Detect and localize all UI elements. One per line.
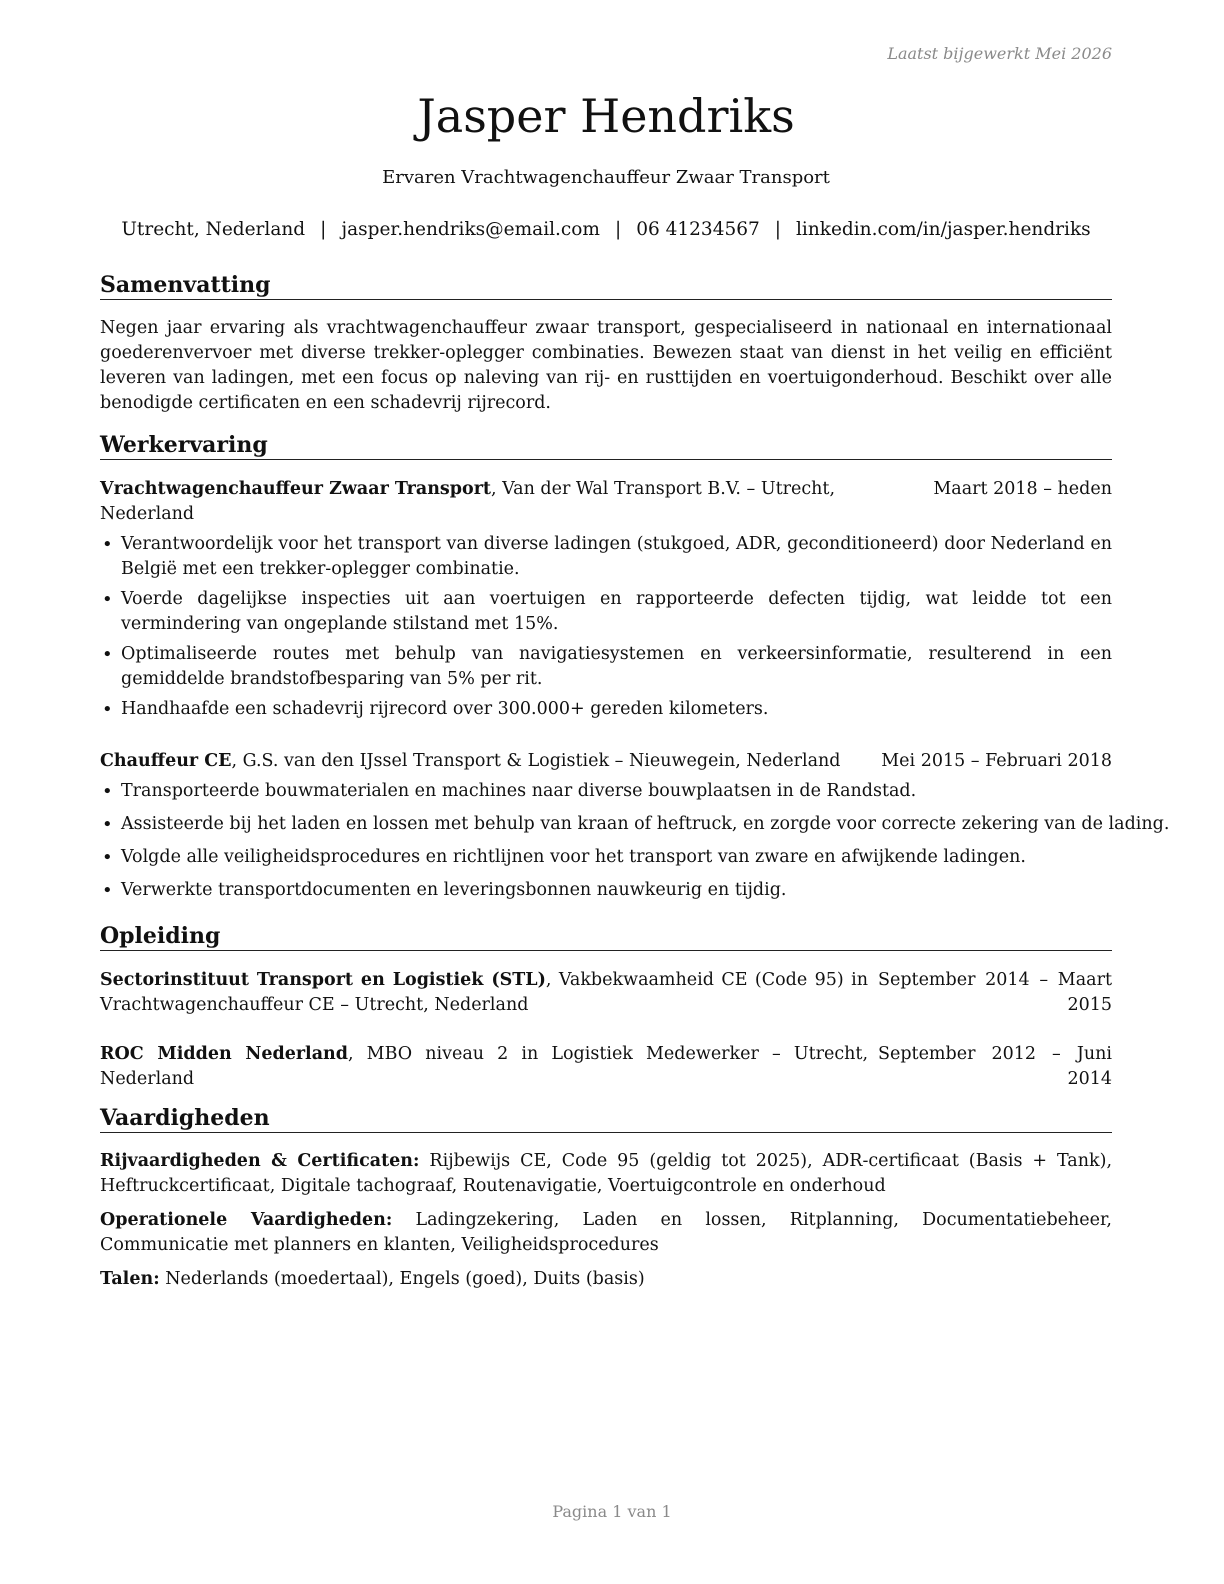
skill-group — [100, 1149, 1112, 1199]
contact-separator: | — [774, 219, 782, 240]
skill-group-label: Rijvaardigheden & Certificaten: — [100, 1151, 420, 1171]
skill-group — [100, 1208, 1112, 1258]
contact-line — [100, 219, 1112, 240]
experience-section — [100, 431, 1170, 903]
skill-group-label: Talen: — [100, 1269, 160, 1289]
job-entry — [100, 749, 1170, 903]
contact-phone: 06 41234567 — [636, 219, 760, 240]
education-entry — [100, 1042, 1112, 1092]
education-section — [100, 922, 1112, 1092]
job-entry — [100, 477, 1112, 722]
skill-group — [100, 1267, 1112, 1292]
education-details: , MBO niveau 2 in Logistiek Medewerker – Utrecht, Nederland — [100, 1044, 869, 1089]
page-footer: Pagina 1 van 1 — [552, 1502, 672, 1521]
job-details: , Van der Wal Transport B.V. – Utrecht, Nederland — [100, 479, 836, 524]
job-bullet: • Verwerkte transportdocumenten en leveringsbonnen nauwkeurig en tijdig. — [100, 878, 1112, 903]
job-header — [100, 749, 1112, 774]
contact-email[interactable]: jasper.hendriks@email.com — [341, 219, 600, 240]
job-bullet: • Assisteerde bij het laden en lossen met behulp van kraan of heftruck, en zorgde voor correcte zekering van de lading. — [100, 812, 1112, 837]
job-dates: Mei 2015 – Februari 2018 — [881, 751, 1112, 771]
summary-section — [100, 271, 1112, 416]
skill-group-text: Rijbewijs CE, Code 95 (geldig tot 2025), ADR-certificaat (Basis + Tank), Heftruckcertificaat, Digitale tachograaf, Routenavigatie, Voertuigcontrole en onderhoud — [100, 1151, 1113, 1196]
skill-group-label: Operationele Vaardigheden: — [100, 1210, 393, 1230]
job-role: Vrachtwagenchauffeur Zwaar Transport — [100, 479, 491, 499]
job-bullet: • Volgde alle veiligheidsprocedures en richtlijnen voor het transport van zware en afwijkende ladingen. — [100, 845, 1112, 870]
education-dates-line2: 2015 — [1067, 995, 1112, 1015]
job-dates: Maart 2018 – heden — [933, 479, 1112, 499]
contact-location: Utrecht, Nederland — [121, 219, 306, 240]
education-dates — [878, 1042, 1112, 1092]
last-updated: Laatst bijgewerkt Mei 2026 — [887, 44, 1112, 63]
job-bullets — [100, 779, 1170, 903]
contact-separator: | — [320, 219, 327, 240]
education-heading: Opleiding — [100, 922, 1112, 951]
job-bullet: • Transporteerde bouwmaterialen en machines naar diverse bouwplaatsen in de Randstad. — [100, 779, 1112, 804]
job-bullet: • Optimaliseerde routes met behulp van navigatiesystemen en verkeersinformatie, resulterend in een gemiddelde brandstofbesparing van 5% per rit. — [100, 642, 1112, 692]
education-entry — [100, 968, 1112, 1018]
education-dates-line2: 2014 — [1067, 1069, 1112, 1089]
skills-heading: Vaardigheden — [100, 1104, 1112, 1133]
job-bullet: • Handhaafde een schadevrij rijrecord over 300.000+ gereden kilometers. — [100, 697, 1112, 722]
candidate-headline: Ervaren Vrachtwagenchauffeur Zwaar Transport — [382, 167, 830, 188]
summary-heading: Samenvatting — [100, 271, 1112, 300]
education-dates — [878, 968, 1112, 1018]
contact-separator: | — [614, 219, 622, 240]
job-details: , G.S. van den IJssel Transport & Logistiek – Nieuwegein, Nederland — [231, 751, 841, 771]
contact-linkedin[interactable]: linkedin.com/in/jasper.hendriks — [796, 219, 1091, 240]
education-details: , Vakbekwaamheid CE (Code 95) in Vrachtwagenchauffeur CE – Utrecht, Nederland — [100, 970, 868, 1015]
job-bullets — [100, 532, 1112, 722]
education-school: Sectorinstituut Transport en Logistiek (STL) — [100, 970, 546, 990]
skill-group-text: Nederlands (moedertaal), Engels (goed), Duits (basis) — [159, 1269, 645, 1289]
education-dates-line1: September 2014 – Maart — [878, 970, 1112, 990]
education-school: ROC Midden Nederland — [100, 1044, 349, 1064]
candidate-name: Jasper Hendriks — [417, 89, 795, 143]
job-bullet: • Voerde dagelijkse inspecties uit aan voertuigen en rapporteerde defecten tijdig, wat leidde tot een vermindering van ongeplande stilstand met 15%. — [100, 587, 1112, 637]
education-dates-line1: September 2012 – Juni — [878, 1044, 1112, 1064]
job-bullet: • Verantwoordelijk voor het transport van diverse ladingen (stukgoed, ADR, geconditioneerd) door Nederland en België met een trekker-oplegger combinatie. — [100, 532, 1112, 582]
skill-group-text: Ladingzekering, Laden en lossen, Ritplanning, Documentatiebeheer, Communicatie met planners en klanten, Veiligheidsprocedures — [100, 1210, 1112, 1255]
summary-text: Negen jaar ervaring als vrachtwagenchauffeur zwaar transport, gespecialiseerd in nationaal en internationaal goederenvervoer met diverse trekker-oplegger combinaties. Bewezen staat van dienst in het veilig en efficiënt leveren van ladingen, met een focus op naleving van rij- en rusttijden en voertuigonderhoud. Beschikt over alle benodigde certificaten en een schadevrij rijrecord. — [100, 318, 1112, 413]
skills-section — [100, 1104, 1112, 1292]
job-header — [100, 477, 1112, 527]
experience-heading: Werkervaring — [100, 431, 1112, 460]
job-role: Chauffeur CE — [100, 751, 232, 771]
